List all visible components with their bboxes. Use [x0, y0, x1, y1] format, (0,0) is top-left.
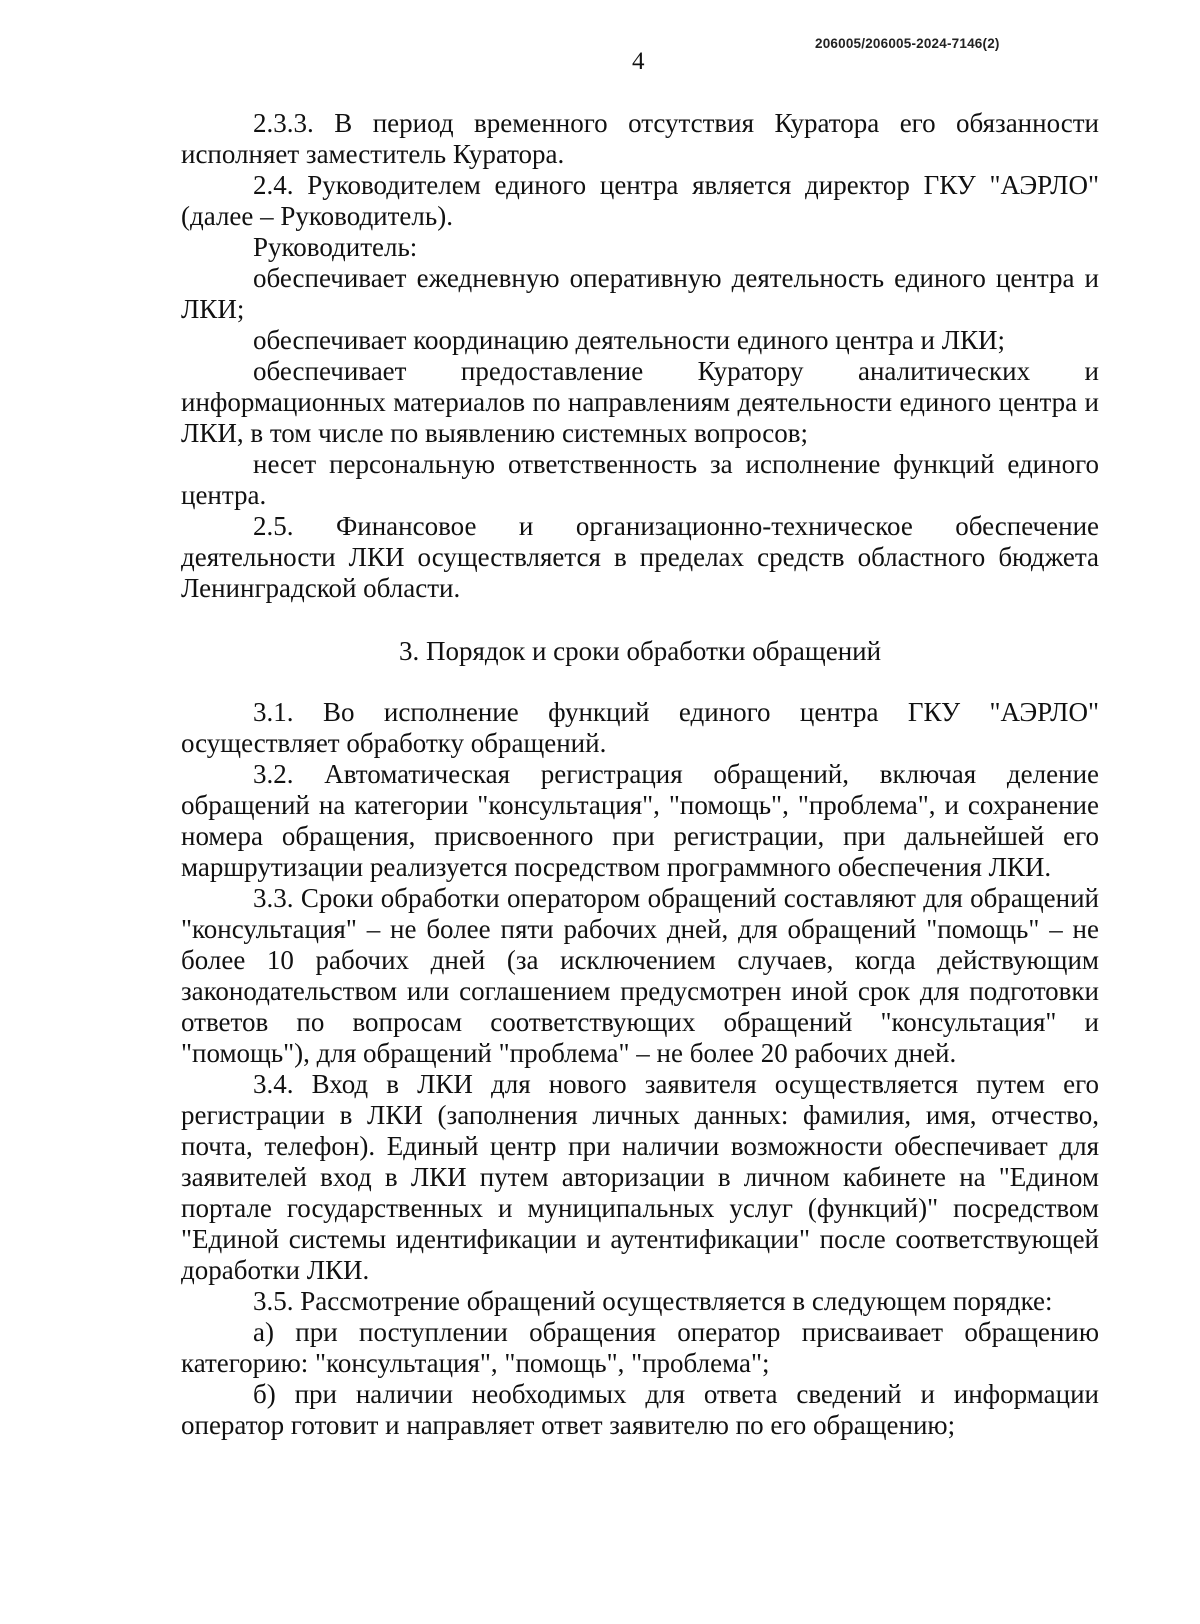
- paragraph-3-5: 3.5. Рассмотрение обращений осуществляется в следующем порядке:: [253, 1286, 1053, 1316]
- paragraph-manager-duty-4: несет персональную ответственность за исполнение функций единого центра.: [181, 449, 1099, 510]
- document-body: [181, 108, 1099, 1441]
- paragraph-2-3-3: 2.3.3. В период временного отсутствия Куратора его обязанности исполняет заместитель Куратора.: [181, 108, 1099, 169]
- paragraph-3-2: 3.2. Автоматическая регистрация обращений, включая деление обращений на категории "консультация", "помощь", "проблема", и сохранение номера обращения, присвоенного при регистрации, при дальнейшей его маршрутизации реализуется посредством программного обеспечения ЛКИ.: [181, 759, 1099, 882]
- section-3-title: 3. Порядок и сроки обработки обращений: [398, 636, 882, 666]
- paragraph-3-3: 3.3. Сроки обработки оператором обращений составляют для обращений "консультация" – не более пяти рабочих дней, для обращений "помощь" – не более 10 рабочих дней (за исключением случаев, когда действующим законодательством или соглашением предусмотрен иной срок для подготовки ответов по вопросам соответствующих обращений "консультация" и "помощь"), для обращений "проблема" – не более 20 рабочих дней.: [181, 883, 1099, 1068]
- paragraph-manager-duty-3: обеспечивает предоставление Куратору аналитических и информационных материалов по направлениям деятельности единого центра и ЛКИ, в том числе по выявлению системных вопросов;: [181, 356, 1099, 448]
- paragraph-2-5: 2.5. Финансовое и организационно-техническое обеспечение деятельности ЛКИ осуществляется в пределах средств областного бюджета Ленинградской области.: [181, 511, 1099, 603]
- paragraph-manager-duty-1: обеспечивает ежедневную оперативную деятельность единого центра и ЛКИ;: [181, 263, 1099, 324]
- paragraph-3-4: 3.4. Вход в ЛКИ для нового заявителя осуществляется путем его регистрации в ЛКИ (заполнения личных данных: фамилия, имя, отчество, почта, телефон). Единый центр при наличии возможности обеспечивает для заявителей вход в ЛКИ путем авторизации в личном кабинете на "Едином портале государственных и муниципальных услуг (функций)" посредством "Единой системы идентификации и аутентификации" после соответствующей доработки ЛКИ.: [181, 1069, 1099, 1285]
- document-number: 206005/206005-2024-7146(2): [815, 36, 1000, 51]
- paragraph-3-5-b: б) при наличии необходимых для ответа сведений и информации оператор готовит и направляет ответ заявителю по его обращению;: [181, 1379, 1099, 1440]
- page-number: 4: [632, 48, 645, 75]
- paragraph-3-5-a: а) при поступлении обращения оператор присваивает обращению категорию: "консультация", "помощь", "проблема";: [181, 1317, 1099, 1378]
- paragraph-manager-duty-2: обеспечивает координацию деятельности единого центра и ЛКИ;: [253, 325, 1006, 355]
- paragraph-3-1: 3.1. Во исполнение функций единого центра ГКУ "АЭРЛО" осуществляет обработку обращений.: [181, 697, 1099, 758]
- paragraph-manager-label: Руководитель:: [253, 232, 418, 262]
- paragraph-2-4: 2.4. Руководителем единого центра является директор ГКУ "АЭРЛО" (далее – Руководитель).: [181, 170, 1099, 231]
